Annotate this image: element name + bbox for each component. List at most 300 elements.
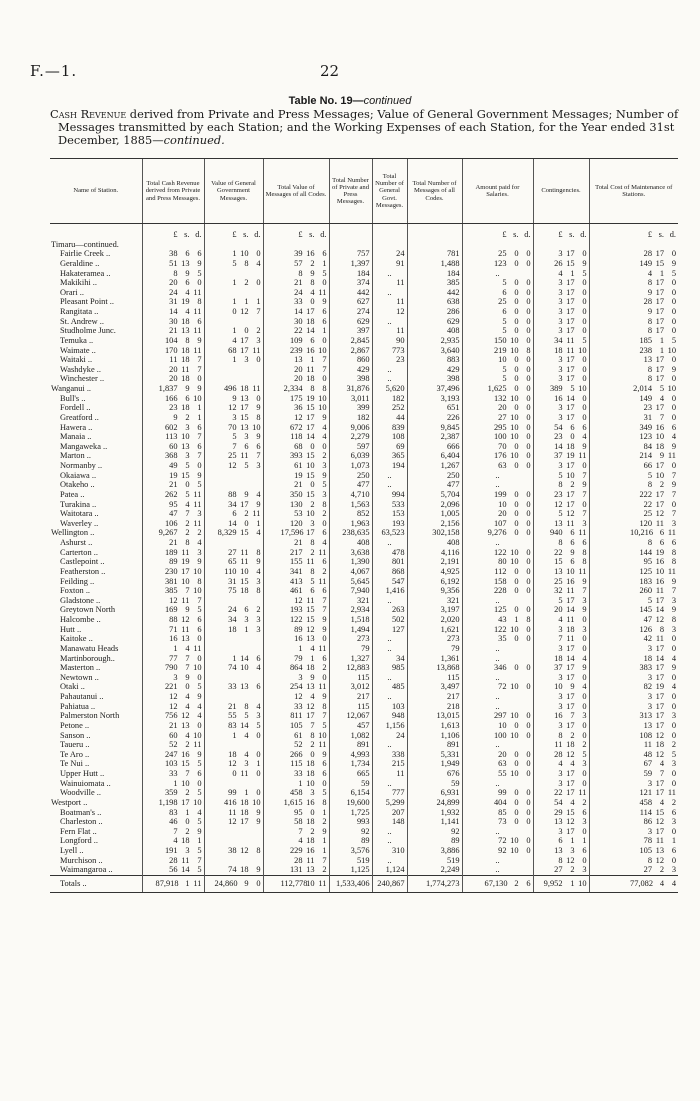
money-cell — [204, 836, 263, 846]
money-cell: 67,130 2 6 — [462, 875, 533, 892]
station-name: Geraldine .. — [60, 258, 100, 268]
money-cell: 68 0 0 — [263, 442, 329, 452]
money-cell: 8,329 15 4 — [204, 528, 263, 538]
count-cell: 238,635 — [329, 528, 372, 538]
table-row — [50, 644, 678, 654]
money-cell: 38 12 8 — [204, 846, 263, 856]
money-cell: 5 0 0 — [462, 317, 533, 327]
count-cell: 6,192 — [407, 577, 462, 587]
station-name: Turakina .. — [60, 499, 97, 509]
count-cell: 24 — [372, 249, 407, 259]
count-cell: .. — [372, 317, 407, 327]
money-cell: .. — [462, 779, 533, 789]
money-cell: 10 0 0 — [462, 355, 533, 365]
count-cell: 273 — [329, 634, 372, 644]
money-cell — [204, 634, 263, 644]
count-cell: 184 — [329, 269, 372, 279]
table-row — [50, 374, 678, 384]
money-cell: 341 8 2 — [263, 567, 329, 577]
money-cell — [204, 692, 263, 702]
money-cell: 8 17 0 — [589, 278, 678, 288]
money-cell: 8 17 0 — [589, 374, 678, 384]
money-cell: 170 18 11 — [142, 346, 204, 356]
money-cell: 790 7 10 — [142, 663, 204, 673]
table-row — [50, 403, 678, 413]
table-row — [50, 577, 678, 587]
table-row — [50, 326, 678, 336]
money-cell: 82 19 4 — [589, 682, 678, 692]
money-cell: 104 8 9 — [142, 336, 204, 346]
table-row — [50, 307, 678, 317]
money-cell: 27 11 8 — [204, 548, 263, 558]
count-cell: 1,725 — [329, 808, 372, 818]
money-cell: 166 6 10 — [142, 394, 204, 404]
money-cell: 115 18 6 — [263, 759, 329, 769]
station-name: Fairlie Creek .. — [60, 249, 111, 259]
count-cell: 115 — [329, 702, 372, 712]
money-cell: 9 17 0 — [589, 307, 678, 317]
count-cell: 5,299 — [372, 798, 407, 808]
money-cell: 72 10 0 — [462, 836, 533, 846]
money-cell: 13 12 3 — [533, 817, 589, 827]
count-cell: 31,876 — [329, 384, 372, 394]
station-name: Fordell .. — [60, 403, 91, 413]
table-row — [50, 846, 678, 856]
station-name: Kaitoke .. — [60, 634, 93, 644]
money-cell: 5 0 0 — [462, 326, 533, 336]
table-row — [50, 249, 678, 259]
count-cell: 193 — [372, 519, 407, 529]
money-cell: 73 0 0 — [462, 817, 533, 827]
totals-label: Totals .. — [50, 875, 142, 892]
count-cell: .. — [372, 856, 407, 866]
money-cell: 74 10 4 — [204, 663, 263, 673]
money-cell: 12 17 9 — [263, 413, 329, 423]
money-cell: 20 0 0 — [462, 750, 533, 760]
count-cell: 89 — [329, 836, 372, 846]
money-cell: 7 11 0 — [533, 634, 589, 644]
money-cell: 4 1 5 — [533, 269, 589, 279]
money-cell: 110 10 4 — [204, 567, 263, 577]
money-cell — [204, 827, 263, 837]
money-cell: 4 4 3 — [533, 759, 589, 769]
count-cell: 23 — [372, 355, 407, 365]
money-cell: 5 10 7 — [589, 471, 678, 481]
count-cell: 24 — [372, 731, 407, 741]
count-cell — [329, 240, 372, 250]
money-cell: 8 17 0 — [589, 317, 678, 327]
count-cell: 629 — [329, 317, 372, 327]
count-cell: 398 — [407, 374, 462, 384]
money-cell: 88 12 6 — [142, 615, 204, 625]
money-cell: .. — [462, 269, 533, 279]
money-cell: 34 3 3 — [204, 615, 263, 625]
money-cell: 3 17 0 — [533, 702, 589, 712]
money-cell: 59 7 0 — [589, 769, 678, 779]
count-cell: 948 — [372, 711, 407, 721]
count-cell: .. — [372, 644, 407, 654]
station-name: Waitotara .. — [60, 509, 99, 519]
count-cell: .. — [372, 836, 407, 846]
money-cell: 13 10 11 — [533, 567, 589, 577]
money-cell: 123 0 0 — [462, 259, 533, 269]
count-cell: 547 — [372, 577, 407, 587]
money-cell: 7 2 9 — [142, 827, 204, 837]
count-cell: 629 — [407, 317, 462, 327]
money-cell: 21 0 5 — [263, 480, 329, 490]
table-row — [50, 519, 678, 529]
station-name: Greytown North — [60, 605, 116, 615]
money-cell: 4 1 5 — [589, 269, 678, 279]
count-cell: 302,158 — [407, 528, 462, 538]
table-row — [50, 759, 678, 769]
column-header: Total Cost of Maintenance of Stations. — [589, 159, 678, 224]
count-cell: .. — [372, 365, 407, 375]
money-cell: 183 16 9 — [589, 577, 678, 587]
count-cell: 1,125 — [329, 865, 372, 875]
table-row — [50, 788, 678, 798]
column-header: Total Number of Messages of all Codes. — [407, 159, 462, 224]
table-row — [50, 509, 678, 519]
money-cell: 3 9 0 — [263, 673, 329, 683]
money-cell: 254 13 11 — [263, 682, 329, 692]
count-cell: 69 — [372, 442, 407, 452]
money-cell: 10,216 6 11 — [589, 528, 678, 538]
money-cell: 262 5 11 — [142, 490, 204, 500]
money-cell — [204, 317, 263, 327]
station-name: Washdyke .. — [60, 364, 101, 374]
money-cell: 21 13 11 — [142, 326, 204, 336]
money-cell: 11 18 7 — [142, 355, 204, 365]
station-name: Halcombe .. — [60, 615, 101, 624]
money-cell: 21 13 0 — [142, 721, 204, 731]
count-cell: 182 — [372, 394, 407, 404]
count-cell: 6,931 — [407, 788, 462, 798]
money-cell: 6 0 0 — [462, 288, 533, 298]
money-cell: 114 15 6 — [589, 808, 678, 818]
count-cell: 11 — [372, 769, 407, 779]
money-cell: 9,276 0 0 — [462, 528, 533, 538]
money-cell: 11 18 9 — [204, 808, 263, 818]
column-header: Total Number of General Govt. Messages. — [372, 159, 407, 224]
count-cell: 429 — [407, 365, 462, 375]
station-name: Woodville .. — [60, 788, 101, 798]
money-cell: .. — [462, 480, 533, 490]
count-cell: 13,868 — [407, 663, 462, 673]
table-row — [50, 394, 678, 404]
table-row — [50, 779, 678, 789]
table-row — [50, 865, 678, 875]
count-cell: 3,640 — [407, 346, 462, 356]
money-cell: 55 10 0 — [462, 769, 533, 779]
count-cell: 3,197 — [407, 605, 462, 615]
table-title: Table No. 19—continued — [288, 95, 412, 107]
money-cell: 20 0 0 — [462, 403, 533, 413]
count-cell: 12,883 — [329, 663, 372, 673]
money-cell: 68 17 11 — [204, 346, 263, 356]
table-row — [50, 711, 678, 721]
unit-label: £ s. d. — [263, 224, 329, 240]
column-header: Total Number of Private and Press Messages. — [329, 159, 372, 224]
count-cell: 781 — [407, 249, 462, 259]
count-cell: 666 — [407, 442, 462, 452]
money-cell: 22 9 8 — [533, 548, 589, 558]
count-cell: 2,387 — [407, 432, 462, 442]
money-cell: 19 15 9 — [142, 471, 204, 481]
money-cell: 107 0 0 — [462, 519, 533, 529]
count-cell: 502 — [372, 615, 407, 625]
unit-label: £ s. d. — [204, 224, 263, 240]
money-cell: 52 2 11 — [142, 740, 204, 750]
money-cell: 87,918 1 11 — [142, 875, 204, 892]
table-caption: Cash Revenue derived from Private and Press Messages; Value of General Government Messages; Number of Messages transmitted by each Station; and the Working Expenses of each Station, for the Year ended 31st December, 1885—continued. — [50, 107, 679, 147]
count-cell: 1,267 — [407, 461, 462, 471]
count-cell: 92 — [407, 827, 462, 837]
money-cell: 54 6 6 — [533, 423, 589, 433]
money-cell: 8 2 9 — [533, 480, 589, 490]
count-cell: 338 — [372, 750, 407, 760]
money-cell: 8 2 9 — [589, 480, 678, 490]
money-cell: 51 13 9 — [142, 259, 204, 269]
money-cell: 15 6 8 — [533, 557, 589, 567]
money-cell: 31 19 8 — [142, 297, 204, 307]
money-cell: 70 13 10 — [204, 423, 263, 433]
money-cell: 118 14 4 — [263, 432, 329, 442]
money-cell: 0 11 0 — [204, 769, 263, 779]
count-cell: 2,845 — [329, 336, 372, 346]
table-row — [50, 836, 678, 846]
count-cell: 1,932 — [407, 808, 462, 818]
money-cell: 24 6 2 — [204, 605, 263, 615]
money-cell: .. — [462, 673, 533, 683]
money-cell — [204, 365, 263, 375]
table-row — [50, 856, 678, 866]
count-cell: 286 — [407, 307, 462, 317]
count-cell: 1,613 — [407, 721, 462, 731]
count-cell: 6,404 — [407, 451, 462, 461]
table-row — [50, 355, 678, 365]
money-cell: 381 10 8 — [142, 577, 204, 587]
money-cell: 122 10 0 — [462, 625, 533, 635]
count-cell: 385 — [407, 278, 462, 288]
money-cell: 3 17 0 — [533, 461, 589, 471]
money-cell: 120 11 3 — [589, 519, 678, 529]
count-cell: 4,925 — [407, 567, 462, 577]
count-cell: .. — [372, 596, 407, 606]
table-row — [50, 827, 678, 837]
station-name: Hawera .. — [60, 422, 93, 432]
table-row — [50, 692, 678, 702]
count-cell: 4,993 — [329, 750, 372, 760]
money-cell: 3 17 0 — [533, 673, 589, 683]
count-cell: 2,279 — [329, 432, 372, 442]
money-cell: 25 0 0 — [462, 297, 533, 307]
table-row — [50, 471, 678, 481]
money-cell: 1,625 0 0 — [462, 384, 533, 394]
money-cell: 458 4 2 — [589, 798, 678, 808]
table-row — [50, 731, 678, 741]
money-cell: 9 2 1 — [142, 413, 204, 423]
money-cell: 20 18 0 — [142, 374, 204, 384]
table-row — [50, 634, 678, 644]
money-cell: 145 14 9 — [589, 605, 678, 615]
money-cell: 8 12 0 — [589, 856, 678, 866]
station-name: Castlepoint .. — [60, 557, 105, 567]
money-cell: 1 1 1 — [204, 297, 263, 307]
table-row — [50, 288, 678, 298]
station-name: Wainuiomata .. — [60, 778, 111, 788]
money-cell: .. — [462, 856, 533, 866]
money-cell: 247 16 9 — [142, 750, 204, 760]
money-cell: 3 17 0 — [533, 297, 589, 307]
money-cell: 18 11 10 — [533, 346, 589, 356]
money-cell: 24 4 11 — [142, 288, 204, 298]
table-row — [50, 586, 678, 596]
table-row — [50, 480, 678, 490]
money-cell: 5 0 0 — [462, 278, 533, 288]
count-cell: 1,563 — [329, 500, 372, 510]
money-cell: 295 10 0 — [462, 423, 533, 433]
count-cell: 217 — [329, 692, 372, 702]
count-cell: 1,124 — [372, 865, 407, 875]
station-name: Temuka .. — [60, 335, 94, 345]
money-cell: 12 4 9 — [142, 692, 204, 702]
money-cell: 17,596 17 6 — [263, 528, 329, 538]
money-cell: 1 4 11 — [142, 644, 204, 654]
money-cell: 4 18 1 — [263, 836, 329, 846]
money-cell: 38 6 6 — [142, 249, 204, 259]
money-cell: 3 17 0 — [533, 769, 589, 779]
money-cell: 3 15 8 — [204, 413, 263, 423]
count-cell: 240,867 — [372, 875, 407, 892]
column-header: Contingencies. — [533, 159, 589, 224]
count-cell: 3,011 — [329, 394, 372, 404]
money-cell: 31 15 3 — [204, 577, 263, 587]
money-cell: 8 6 6 — [589, 538, 678, 548]
count-cell: 442 — [329, 288, 372, 298]
count-cell: 2,156 — [407, 519, 462, 529]
money-cell: 33 13 6 — [204, 682, 263, 692]
count-cell: 6,039 — [329, 451, 372, 461]
station-name: Timaru—continued. — [51, 239, 119, 249]
count-cell: 153 — [372, 509, 407, 519]
money-cell: 5 17 3 — [589, 596, 678, 606]
money-cell: 30 18 6 — [142, 317, 204, 327]
money-cell: 3 17 0 — [589, 692, 678, 702]
money-cell: 5 0 0 — [462, 365, 533, 375]
money-cell: 672 17 4 — [263, 423, 329, 433]
money-cell: 23 17 0 — [589, 403, 678, 413]
page-header-ref: F.—1. — [30, 62, 78, 80]
money-cell: 175 19 10 — [263, 394, 329, 404]
count-cell: 127 — [372, 625, 407, 635]
money-cell: 80 10 0 — [462, 557, 533, 567]
table-row — [50, 663, 678, 673]
count-cell: 397 — [329, 326, 372, 336]
station-name: Marton .. — [60, 451, 91, 461]
money-cell: 103 15 5 — [142, 759, 204, 769]
money-cell: 33 12 8 — [263, 702, 329, 712]
money-cell: 70 0 0 — [462, 442, 533, 452]
money-cell: 33 7 6 — [142, 769, 204, 779]
money-cell: 1 14 6 — [204, 654, 263, 664]
money-cell: 5 10 7 — [533, 471, 589, 481]
count-cell: 477 — [329, 480, 372, 490]
money-cell: 39 16 6 — [263, 249, 329, 259]
money-cell: 78 11 1 — [589, 836, 678, 846]
count-cell: 115 — [407, 673, 462, 683]
money-cell — [204, 673, 263, 683]
count-cell: 2,020 — [407, 615, 462, 625]
money-cell: 13 1 7 — [263, 355, 329, 365]
station-name: Gladstone .. — [60, 595, 101, 605]
money-cell: 23 0 4 — [533, 432, 589, 442]
money-cell: 7 2 9 — [263, 827, 329, 837]
count-cell: 627 — [329, 297, 372, 307]
money-cell: 383 17 9 — [589, 663, 678, 673]
money-cell: 21 8 4 — [204, 702, 263, 712]
money-cell: 3 17 0 — [589, 644, 678, 654]
count-cell: 1,106 — [407, 731, 462, 741]
station-name: Featherston .. — [60, 566, 106, 576]
station-name: Lyell .. — [60, 846, 84, 855]
money-cell: 3 17 0 — [533, 692, 589, 702]
money-cell: .. — [462, 471, 533, 481]
table-row — [50, 808, 678, 818]
money-cell — [204, 596, 263, 606]
money-cell: 52 2 11 — [263, 740, 329, 750]
count-cell: .. — [372, 538, 407, 548]
table-row — [50, 490, 678, 500]
money-cell: .. — [462, 596, 533, 606]
count-cell — [407, 240, 462, 250]
count-cell: 13,015 — [407, 711, 462, 721]
station-name: Pahautanui .. — [60, 692, 104, 701]
money-cell — [204, 480, 263, 490]
money-cell: 77,082 4 4 — [589, 875, 678, 892]
count-cell: 44 — [372, 413, 407, 423]
count-cell: 34 — [372, 654, 407, 664]
money-cell: 756 12 4 — [142, 711, 204, 721]
money-cell — [204, 269, 263, 279]
money-cell: 2,334 8 8 — [263, 384, 329, 394]
money-cell: 105 7 5 — [263, 721, 329, 731]
count-cell: 457 — [329, 721, 372, 731]
money-cell: 1 4 0 — [204, 731, 263, 741]
money-cell: 404 0 0 — [462, 798, 533, 808]
money-cell: 3 18 3 — [533, 625, 589, 635]
count-cell: 63,523 — [372, 528, 407, 538]
page-number: 22 — [320, 62, 340, 80]
table-row — [50, 769, 678, 779]
money-cell: 811 17 7 — [263, 711, 329, 721]
station-name: Masterton .. — [60, 663, 101, 673]
money-cell: 71 11 6 — [142, 625, 204, 635]
count-cell: 182 — [329, 413, 372, 423]
station-name: Te Aro .. — [60, 749, 90, 759]
money-cell: 12 3 1 — [204, 759, 263, 769]
station-name: Taueru .. — [60, 740, 90, 750]
table-row — [50, 451, 678, 461]
count-cell: 994 — [372, 490, 407, 500]
count-cell: 801 — [372, 557, 407, 567]
money-cell: 130 2 8 — [263, 500, 329, 510]
count-cell: 19,600 — [329, 798, 372, 808]
count-cell: 519 — [329, 856, 372, 866]
money-cell: 18 1 3 — [204, 625, 263, 635]
money-cell: 25 16 9 — [533, 577, 589, 587]
count-cell: 868 — [372, 567, 407, 577]
